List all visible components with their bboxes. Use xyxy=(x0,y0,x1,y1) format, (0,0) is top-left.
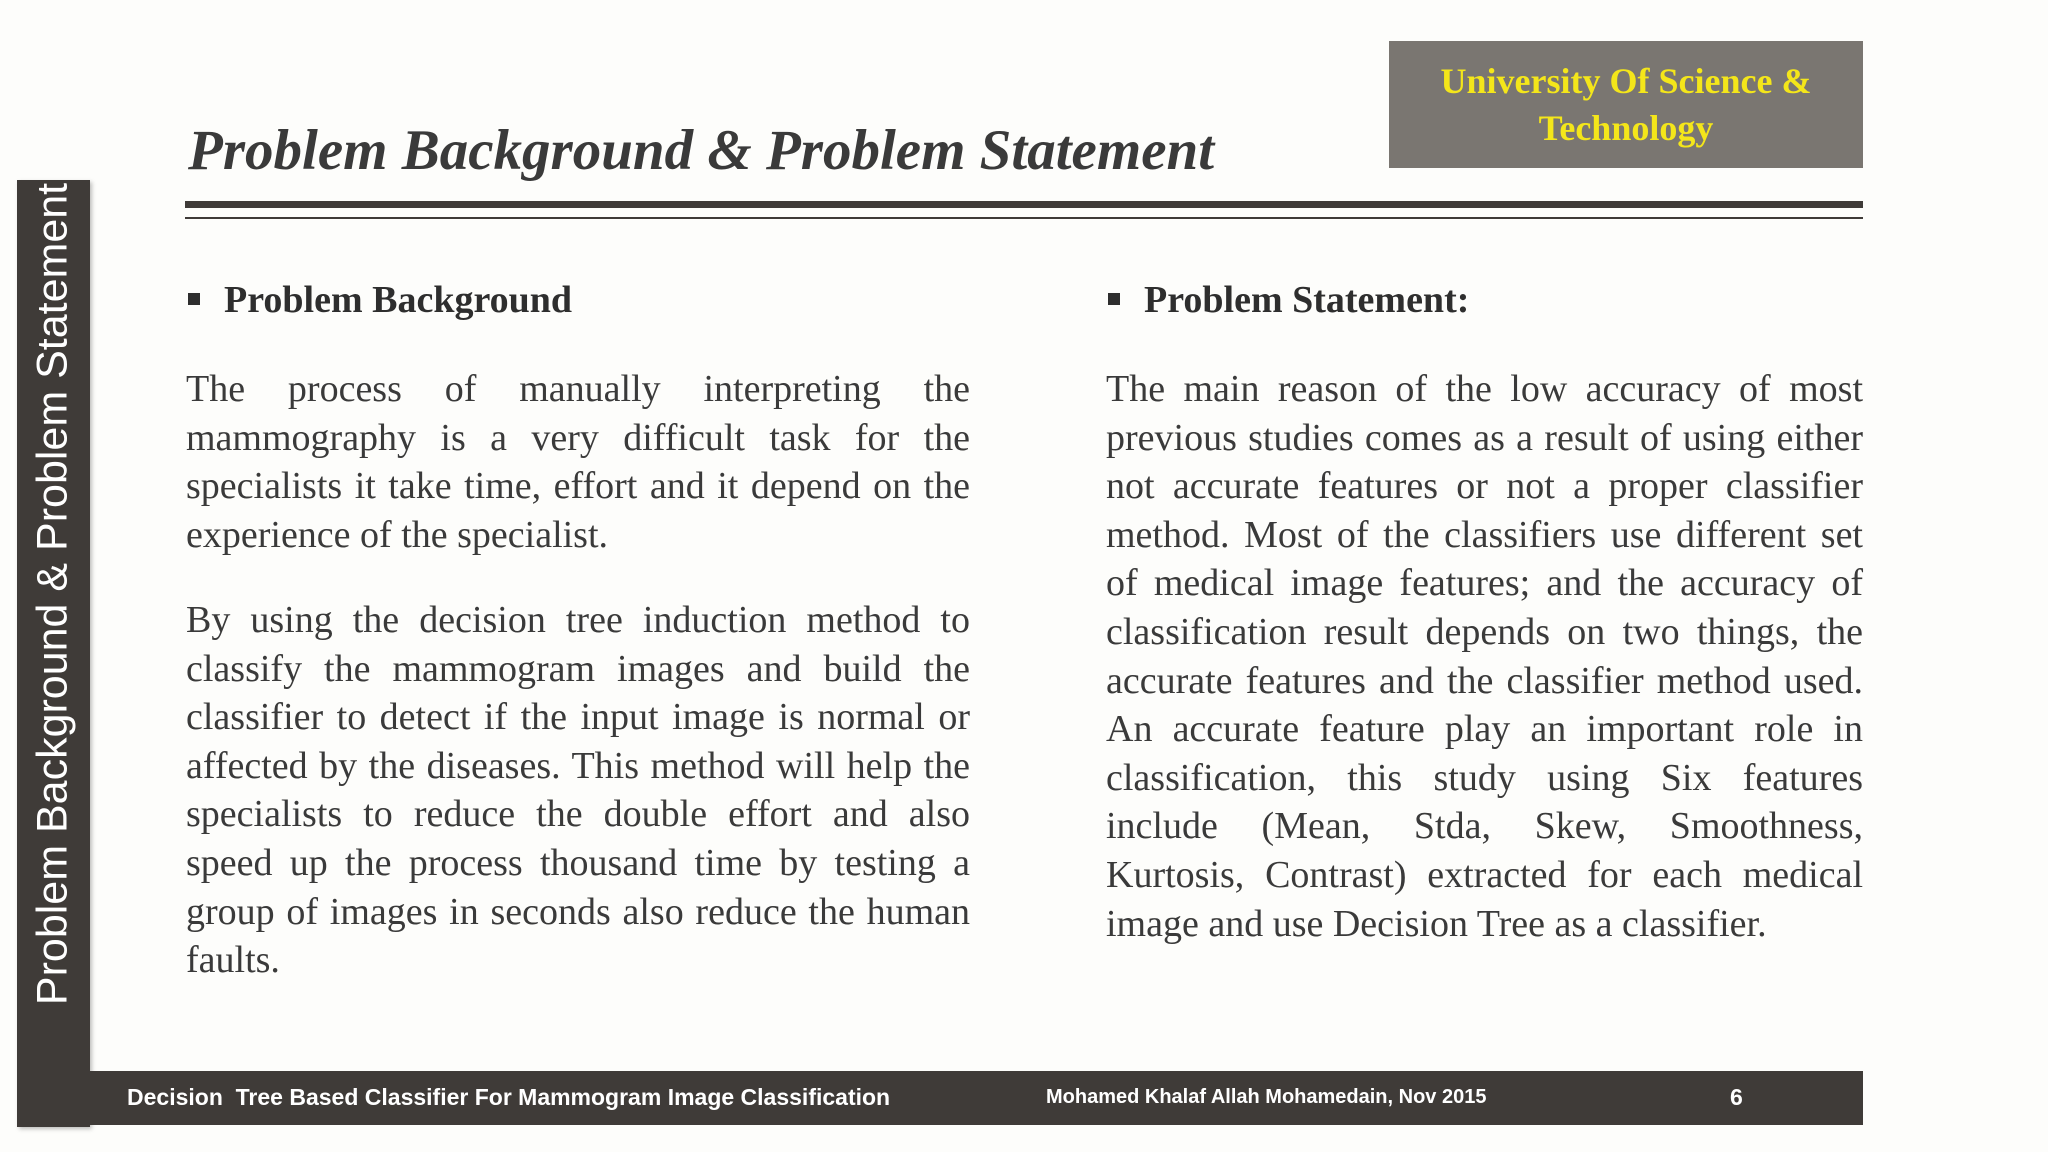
problem-statement-heading xyxy=(1108,278,1469,322)
title-rule-thin xyxy=(185,217,1863,219)
institution-box xyxy=(1389,41,1863,168)
problem-background-heading-text: Problem Background xyxy=(224,279,573,321)
statement-paragraph: The main reason of the low accuracy of most previous studies comes as a result of using either not accurate features or not a proper classifier method. Most of the classifiers use different set of medical image features; and the accuracy of classification result depends on two things, the accurate features and the classifier method used. An accurate feature play an important role in classification, this study using Six features include (Mean, Stda, Skew, Smoothness, Kurtosis, Contrast) extracted for each medical image and use Decision Tree as a classifier. xyxy=(1106,368,1863,945)
side-label: Problem Background & Problem Statement xyxy=(28,182,77,1006)
footer-author: Mohamed Khalaf Allah Mohamedain, Nov 2015 xyxy=(1046,1086,1487,1108)
problem-statement-heading-text: Problem Statement: xyxy=(1144,279,1470,321)
footer-title: Decision Tree Based Classifier For Mammogram Image Classification xyxy=(127,1084,891,1110)
footer-bar xyxy=(90,1071,1863,1125)
problem-background-heading xyxy=(188,278,572,322)
institution-name: University Of Science & Technology xyxy=(1440,60,1812,148)
square-bullet-icon xyxy=(1108,293,1120,305)
square-bullet-icon xyxy=(188,293,200,305)
page-number: 6 xyxy=(1730,1084,1743,1110)
page-title: Problem Background & Problem Statement xyxy=(188,119,1215,182)
background-paragraph-1: The process of manually interpreting the mammography is a very difficult task for the specialists it take time, effort and it depend on the experience of the specialist. xyxy=(186,368,970,556)
background-paragraph-2: By using the decision tree induction method to classify the mammogram images and build the classifier to detect if the input image is normal or affected by the diseases. This method will help the specialists to reduce the double effort and also speed up the process thousand time by testing a group of images in seconds also reduce the human faults. xyxy=(186,599,970,982)
title-rule-thick xyxy=(185,201,1863,208)
